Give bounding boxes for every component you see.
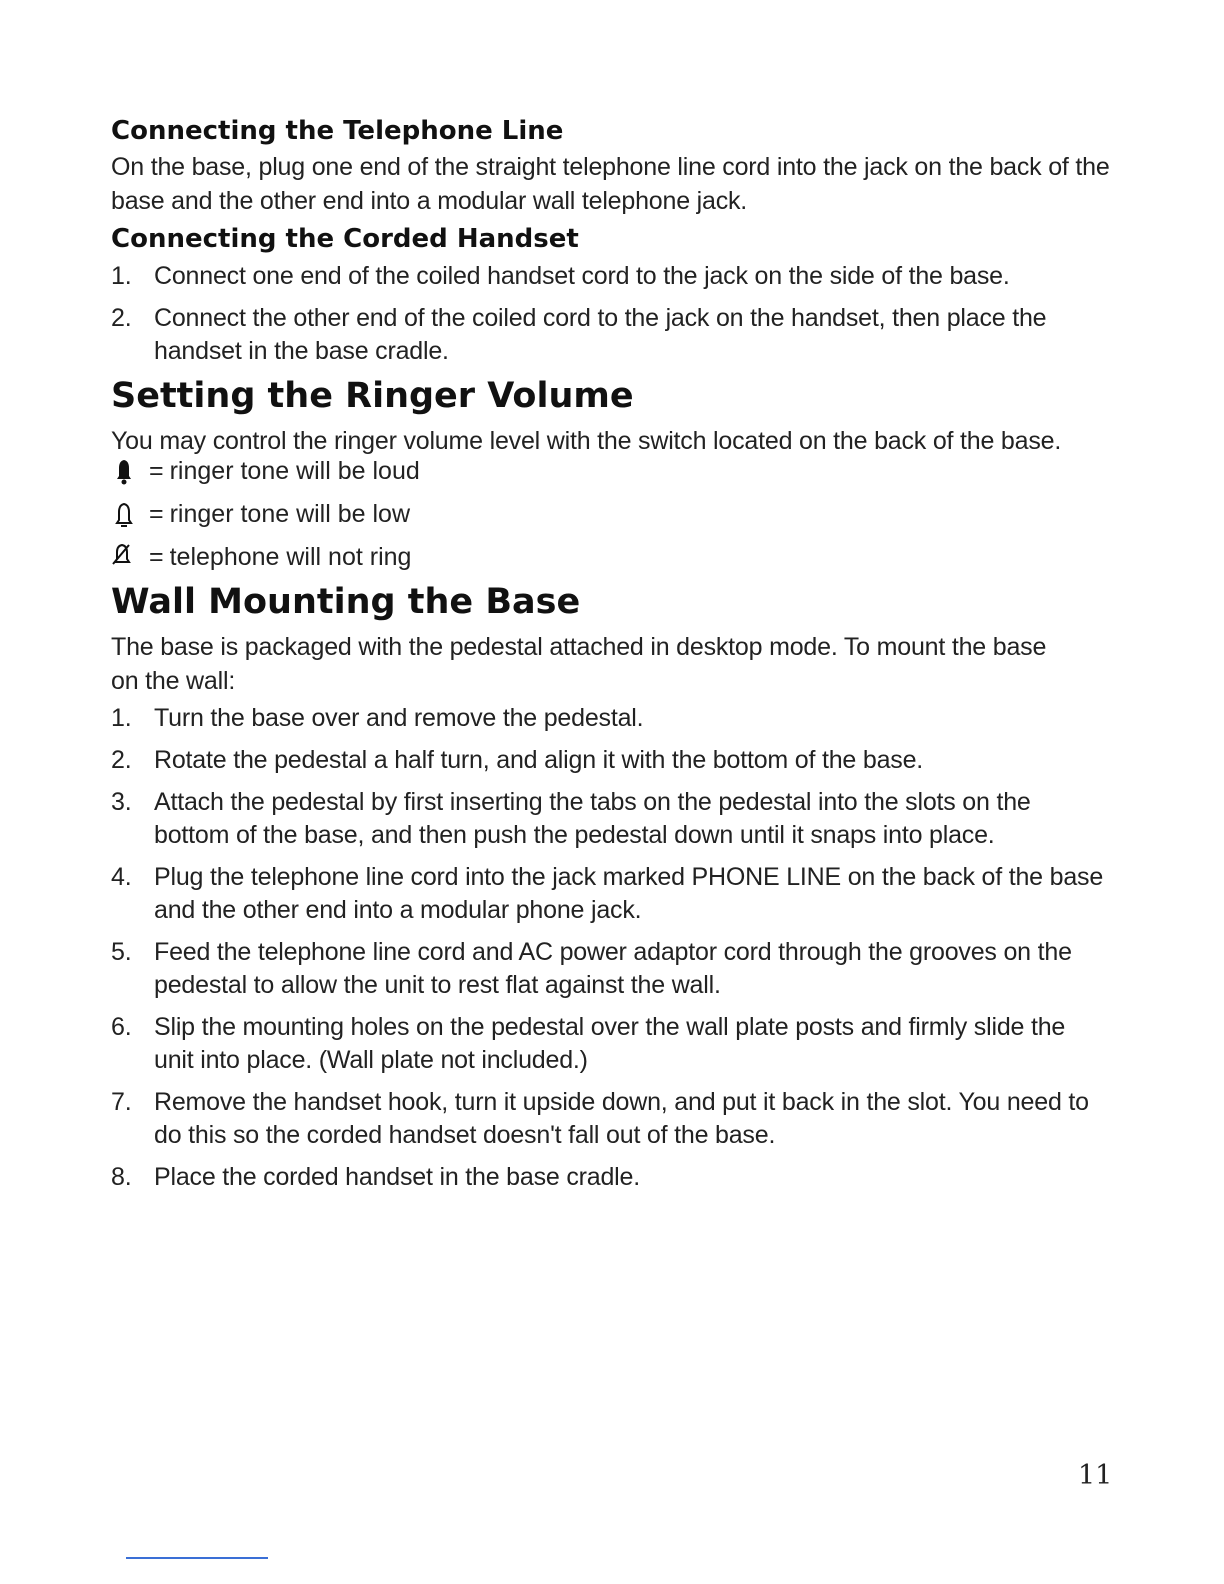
list-item: 6. Slip the mounting holes on the pedestal over the wall plate posts and firmly slide the unit into place. (Wall plate not included.): [111, 1013, 1066, 1074]
heading-corded-handset: Connecting the Corded Handset: [111, 224, 579, 254]
list-item: 3. Attach the pedestal by first inserting the tabs on the pedestal into the slots on the bottom of the base, and then push the pedestal down until it snaps into place.: [111, 788, 1031, 849]
list-item: 7. Remove the handset hook, turn it upside down, and put it back in the slot. You need to do this so the corded handset doesn't fall out of the base.: [111, 1088, 1089, 1149]
list-item: 4. Plug the telephone line cord into the jack marked PHONE LINE on the back of the base and the other end into a modular phone jack.: [111, 863, 1104, 924]
list-item: 1. Connect one end of the coiled handset cord to the jack on the side of the base.: [111, 262, 1010, 290]
wall-mounting-text: The base is packaged with the pedestal attached in desktop mode. To mount the base on the wall:: [111, 633, 1047, 695]
telephone-line-text: On the base, plug one end of the straight telephone line cord into the jack on the back of the base and the other end into a modular wall telephone jack.: [111, 153, 1110, 215]
page-content: [111, 112, 1111, 1203]
list-item: 1. Turn the base over and remove the pedestal.: [111, 704, 644, 732]
corded-handset-steps: [111, 260, 1111, 368]
ringer-volume-text: You may control the ringer volume level with the switch located on the back of the base.: [111, 427, 1062, 455]
heading-wall-mounting: Wall Mounting the Base: [111, 582, 581, 622]
heading-telephone-line: Connecting the Telephone Line: [111, 116, 564, 146]
list-item: 2. Connect the other end of the coiled cord to the jack on the handset, then place the handset in the base cradle.: [111, 304, 1047, 365]
heading-ringer-volume: Setting the Ringer Volume: [111, 376, 634, 416]
page-number: 11: [1078, 1460, 1113, 1491]
bell-filled-icon: [111, 456, 145, 486]
bell-off-icon: [111, 542, 145, 572]
list-item: 5. Feed the telephone line cord and AC power adaptor cord through the grooves on the pedestal to allow the unit to rest flat against the wall.: [111, 938, 1072, 999]
legend-off: = telephone will not ring: [111, 540, 1111, 574]
list-item: 2. Rotate the pedestal a half turn, and align it with the bottom of the base.: [111, 746, 924, 774]
bell-outline-icon: [111, 499, 145, 529]
legend-loud: = ringer tone will be loud: [111, 454, 1111, 488]
legend-low: = ringer tone will be low: [111, 497, 1111, 531]
wall-mounting-steps: [111, 702, 1111, 1194]
list-item: 8. Place the corded handset in the base cradle.: [111, 1163, 640, 1191]
footer-divider: [126, 1557, 268, 1559]
